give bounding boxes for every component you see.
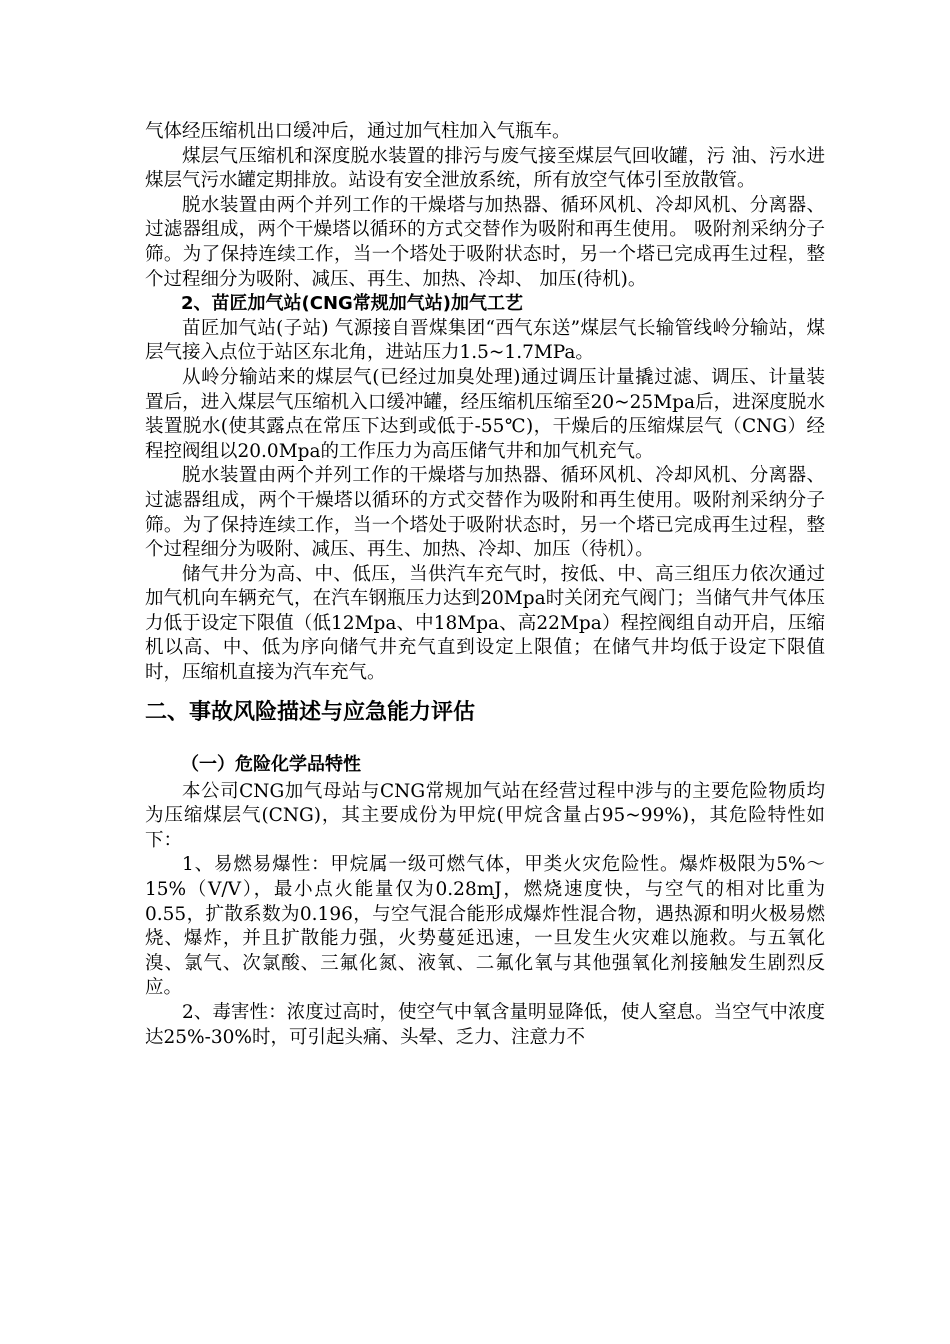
paragraph: 1、易燃易爆性：甲烷属一级可燃气体，甲类火灾危险性。爆炸极限为5%～15%（V/V），最小点火能量仅为0.28mJ，燃烧速度快，与空气的相对比重为0.55，扩散系数为0.196，与空气混合能形成爆炸性混合物，遇热源和明火极易燃烧、爆炸，并且扩散能力强，火势蔓延迅速，一旦发生火灾难以施救。与五氧化溴、氯气、次氯酸、三氟化氮、液氧、二氟化氧与其他强氧化剂接触发生剧烈反应。 xyxy=(145,854,825,999)
paragraph: 从岭分输站来的煤层气(已经过加臭处理)通过调压计量撬过滤、调压、计量装置后，进入煤层气压缩机入口缓冲罐，经压缩机压缩至20~25Mpa后，进深度脱水装置脱水(使其露点在常压下达到或低于-55℃)，干燥后的压缩煤层气（CNG）经程控阀组以20.0Mpa的工作压力为高压储气井和加气机充气。 xyxy=(145,366,825,462)
paragraph: 煤层气压缩机和深度脱水装置的排污与废气接至煤层气回收罐，污 油、污水进煤层气污水罐定期排放。站设有安全泄放系统，所有放空气体引至放散管。 xyxy=(145,145,825,192)
section-heading: 2、苗匠加气站(CNG常规加气站)加气工艺 xyxy=(181,293,524,315)
paragraph: 脱水装置由两个并列工作的干燥塔与加热器、循环风机、冷却风机、分离器、过滤器组成，两个干燥塔以循环的方式交替作为吸附和再生使用。吸附剂采纳分子筛。为了保持连续工作，当一个塔处于吸附状态时，另一个塔已完成再生过程，整个过程细分为吸附、减压、再生、加热、冷却、加压（待机）。 xyxy=(145,465,825,561)
paragraph: 气体经压缩机出口缓冲后，通过加气柱加入气瓶车。 xyxy=(145,121,571,142)
paragraph: 2、毒害性：浓度过高时，使空气中氧含量明显降低，使人窒息。当空气中浓度达25%-30%时，可引起头痛、头晕、乏力、注意力不 xyxy=(145,1002,825,1048)
document-page xyxy=(145,120,825,1050)
paragraph: 苗匠加气站(子站) 气源接自晋煤集团“西气东送”煤层气长输管线岭分输站，煤层气接入点位于站区东北角，进站压力1.5~1.7MPa。 xyxy=(145,317,825,364)
paragraph: 本公司CNG加气母站与CNG常规加气站在经营过程中涉与的主要危险物质均为压缩煤层气(CNG)，其主要成份为甲烷(甲烷含量占95~99%)，其危险特性如下： xyxy=(145,780,825,851)
subsection-heading: （一）危险化学品特性 xyxy=(181,753,361,775)
paragraph: 脱水装置由两个并列工作的干燥塔与加热器、循环风机、冷却风机、分离器、过滤器组成，两个干燥塔以循环的方式交替作为吸附和再生使用。 吸附剂采纳分子筛。为了保持连续工作，当一个塔处于吸附状态时，另一个塔已完成再生过程，整个过程细分为吸附、减压、再生、加热、冷却、 加压(待机)。 xyxy=(145,194,825,290)
chapter-heading: 二、事故风险描述与应急能力评估 xyxy=(145,699,476,725)
paragraph: 储气井分为高、中、低压，当供汽车充气时，按低、中、高三组压力依次通过加气机向车辆充气，在汽车钢瓶压力达到20Mpa时关闭充气阀门；当储气井气体压力低于设定下限值（低12Mpa、中18Mpa、高22Mpa）程控阀组自动开启，压缩机以高、中、低为序向储气井充气直到设定上限值；在储气井均低于设定下限值时，压缩机直接为汽车充气。 xyxy=(145,563,825,684)
